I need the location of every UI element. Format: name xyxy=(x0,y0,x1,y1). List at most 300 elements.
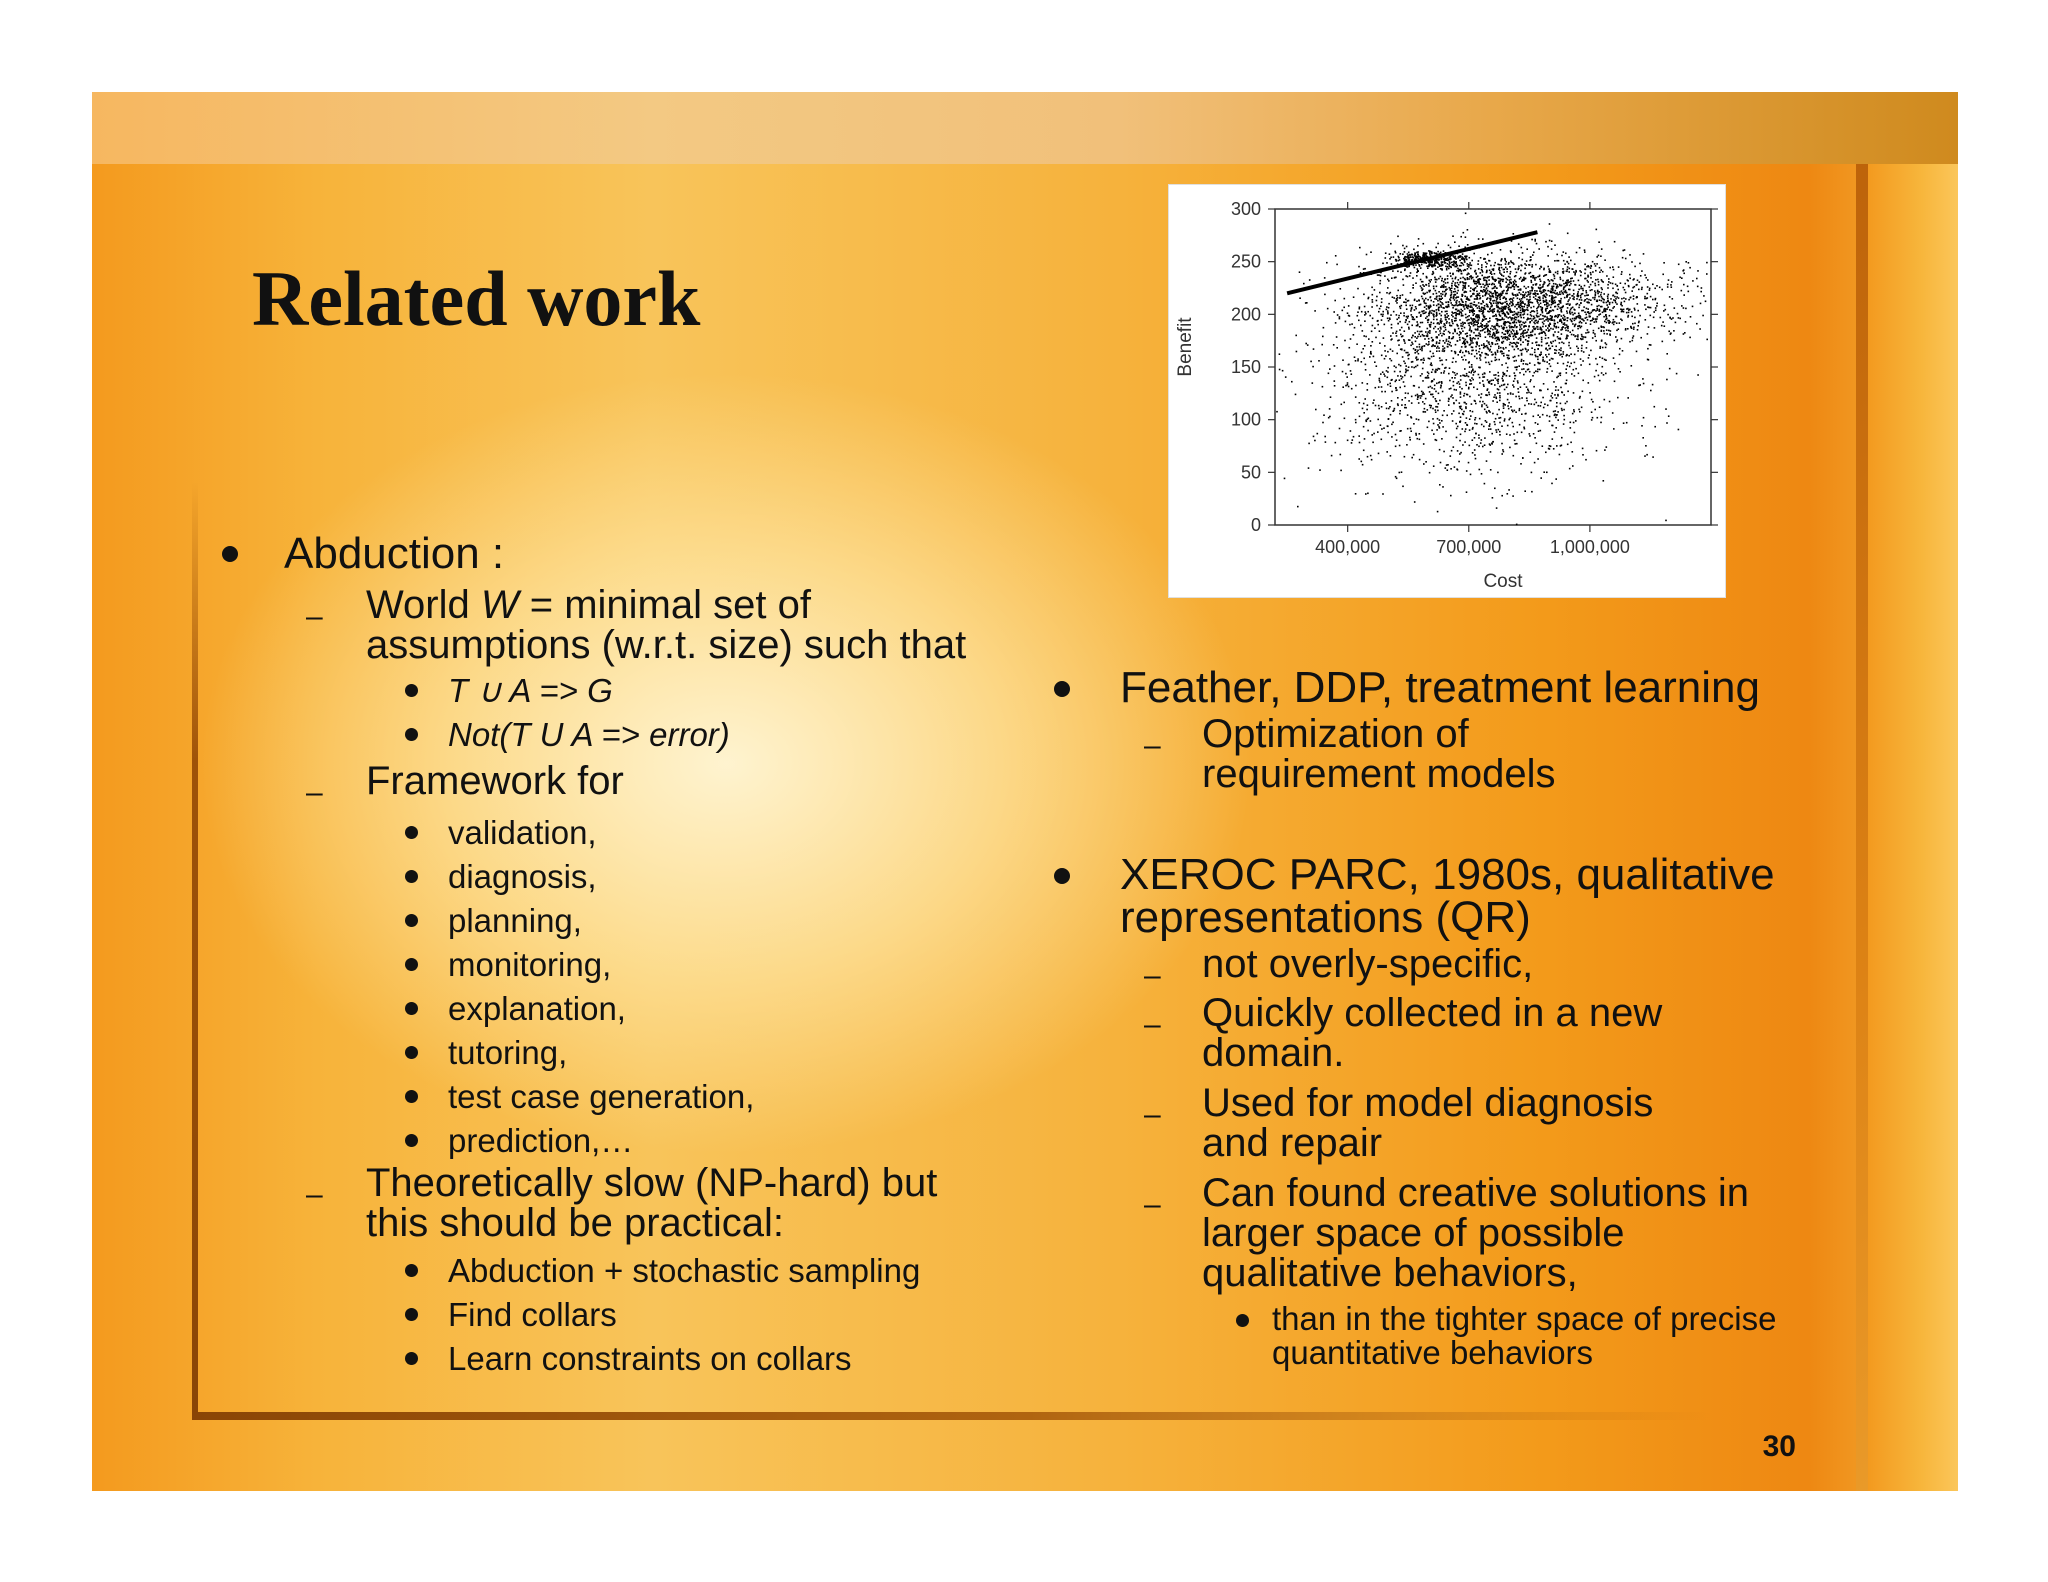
scatter-point xyxy=(1362,330,1364,332)
scatter-point xyxy=(1433,379,1435,381)
scatter-point xyxy=(1469,328,1471,330)
scatter-point xyxy=(1551,302,1553,304)
scatter-point xyxy=(1439,265,1441,267)
scatter-point xyxy=(1599,271,1601,273)
scatter-point xyxy=(1630,327,1632,329)
scatter-point xyxy=(1502,313,1504,315)
scatter-point xyxy=(1524,332,1526,334)
scatter-point xyxy=(1308,443,1310,445)
scatter-point xyxy=(1462,323,1464,325)
scatter-point xyxy=(1560,347,1562,349)
scatter-point xyxy=(1535,328,1537,330)
scatter-point xyxy=(1503,327,1505,329)
scatter-point xyxy=(1528,303,1530,305)
scatter-point xyxy=(1477,279,1479,281)
scatter-point xyxy=(1567,307,1569,309)
scatter-point xyxy=(1461,356,1463,358)
scatter-point xyxy=(1440,301,1442,303)
scatter-point xyxy=(1601,340,1603,342)
scatter-point xyxy=(1553,325,1555,327)
scatter-point xyxy=(1494,262,1496,264)
scatter-point xyxy=(1609,267,1611,269)
scatter-point xyxy=(1517,313,1519,315)
scatter-point xyxy=(1449,273,1451,275)
scatter-point xyxy=(1507,384,1509,386)
scatter-point xyxy=(1484,403,1486,405)
scatter-point xyxy=(1433,323,1435,325)
scatter-point xyxy=(1284,478,1286,480)
scatter-point xyxy=(1528,392,1530,394)
scatter-point xyxy=(1344,298,1346,300)
scatter-point xyxy=(1438,347,1440,349)
scatter-point xyxy=(1414,336,1416,338)
scatter-point xyxy=(1625,258,1627,260)
scatter-point xyxy=(1548,268,1550,270)
scatter-point xyxy=(1579,299,1581,301)
scatter-point xyxy=(1572,451,1574,453)
scatter-point xyxy=(1398,256,1400,258)
scatter-point xyxy=(1364,320,1366,322)
scatter-point xyxy=(1607,300,1609,302)
scatter-point xyxy=(1501,364,1503,366)
scatter-point xyxy=(1478,434,1480,436)
scatter-point xyxy=(1383,337,1385,339)
scatter-point xyxy=(1372,318,1374,320)
scatter-point xyxy=(1623,309,1625,311)
scatter-point xyxy=(1429,280,1431,282)
scatter-point xyxy=(1553,334,1555,336)
scatter-point xyxy=(1582,454,1584,456)
scatter-point xyxy=(1542,414,1544,416)
scatter-point xyxy=(1440,462,1442,464)
scatter-point xyxy=(1481,473,1483,475)
scatter-point xyxy=(1544,320,1546,322)
scatter-point xyxy=(1417,395,1419,397)
scatter-point xyxy=(1518,338,1520,340)
scatter-point xyxy=(1585,459,1587,461)
scatter-point xyxy=(1601,292,1603,294)
scatter-point xyxy=(1599,309,1601,311)
scatter-point xyxy=(1499,299,1501,301)
scatter-point xyxy=(1416,359,1418,361)
scatter-point xyxy=(1697,374,1699,376)
scatter-point xyxy=(1355,396,1357,398)
bullet-abduction: Abduction : xyxy=(284,529,505,578)
scatter-point xyxy=(1397,397,1399,399)
scatter-point xyxy=(1552,397,1554,399)
scatter-point xyxy=(1616,341,1618,343)
scatter-point xyxy=(1463,342,1465,344)
scatter-point xyxy=(1561,255,1563,257)
scatter-point xyxy=(1429,330,1431,332)
scatter-point xyxy=(1503,451,1505,453)
scatter-point xyxy=(1442,350,1444,352)
scatter-point xyxy=(1601,289,1603,291)
scatter-point xyxy=(1420,315,1422,317)
scatter-point xyxy=(1473,387,1475,389)
scatter-point xyxy=(1514,316,1516,318)
scatter-point xyxy=(1515,268,1517,270)
scatter-point xyxy=(1611,310,1613,312)
scatter-point xyxy=(1430,351,1432,353)
scatter-point xyxy=(1455,277,1457,279)
scatter-point xyxy=(1584,295,1586,297)
scatter-point xyxy=(1547,389,1549,391)
scatter-point xyxy=(1473,322,1475,324)
scatter-point xyxy=(1507,493,1509,495)
scatter-point xyxy=(1574,362,1576,364)
scatter-point xyxy=(1587,319,1589,321)
scatter-point xyxy=(1537,299,1539,301)
scatter-point xyxy=(1595,318,1597,320)
scatter-point xyxy=(1418,387,1420,389)
scatter-point xyxy=(1545,241,1547,243)
scatter-point xyxy=(1612,412,1614,414)
list-item: Learn constraints on collars xyxy=(448,1340,852,1377)
scatter-point xyxy=(1355,419,1357,421)
scatter-point xyxy=(1450,495,1452,497)
scatter-point xyxy=(1430,405,1432,407)
scatter-point xyxy=(1600,422,1602,424)
scatter-point xyxy=(1526,397,1528,399)
scatter-point xyxy=(1577,336,1579,338)
y-tick-label: 300 xyxy=(1230,199,1261,219)
scatter-point xyxy=(1351,323,1353,325)
scatter-point xyxy=(1487,286,1489,288)
scatter-point xyxy=(1643,253,1645,255)
scatter-point xyxy=(1458,296,1460,298)
scatter-point xyxy=(1399,410,1401,412)
scatter-point xyxy=(1512,495,1514,497)
scatter-point xyxy=(1632,340,1634,342)
scatter-point xyxy=(1341,404,1343,406)
scatter-point xyxy=(1585,332,1587,334)
scatter-point xyxy=(1505,308,1507,310)
scatter-point xyxy=(1559,284,1561,286)
scatter-point xyxy=(1413,367,1415,369)
scatter-point xyxy=(1392,350,1394,352)
scatter-point xyxy=(1645,277,1647,279)
scatter-point xyxy=(1533,326,1535,328)
scatter-point xyxy=(1440,286,1442,288)
scatter-point xyxy=(1476,324,1478,326)
scatter-point xyxy=(1446,339,1448,341)
scatter-point xyxy=(1487,306,1489,308)
scatter-point xyxy=(1532,331,1534,333)
scatter-point xyxy=(1468,353,1470,355)
scatter-point xyxy=(1460,255,1462,257)
scatter-point xyxy=(1443,326,1445,328)
scatter-point xyxy=(1481,404,1483,406)
scatter-point xyxy=(1444,314,1446,316)
scatter-point xyxy=(1520,344,1522,346)
scatter-point xyxy=(1582,290,1584,292)
scatter-point xyxy=(1333,311,1335,313)
scatter-point xyxy=(1492,497,1494,499)
scatter-point xyxy=(1613,357,1615,359)
scatter-point xyxy=(1382,493,1384,495)
scatter-point xyxy=(1520,326,1522,328)
scatter-point xyxy=(1458,245,1460,247)
scatter-point xyxy=(1406,316,1408,318)
scatter-point xyxy=(1509,277,1511,279)
scatter-point xyxy=(1299,297,1301,299)
scatter-point xyxy=(1473,304,1475,306)
scatter-point xyxy=(1502,347,1504,349)
scatter-point xyxy=(1507,399,1509,401)
scatter-point xyxy=(1468,323,1470,325)
scatter-point xyxy=(1481,424,1483,426)
scatter-point xyxy=(1440,385,1442,387)
scatter-point xyxy=(1423,252,1425,254)
scatter-point xyxy=(1472,379,1474,381)
scatter-point xyxy=(1535,356,1537,358)
scatter-point xyxy=(1435,290,1437,292)
scatter-point xyxy=(1586,292,1588,294)
scatter-point xyxy=(1493,270,1495,272)
scatter-point xyxy=(1492,343,1494,345)
scatter-point xyxy=(1390,339,1392,341)
scatter-point xyxy=(1444,291,1446,293)
scatter-point xyxy=(1508,317,1510,319)
scatter-point xyxy=(1335,442,1337,444)
scatter-point xyxy=(1448,398,1450,400)
scatter-point xyxy=(1567,326,1569,328)
scatter-point xyxy=(1603,480,1605,482)
scatter-point xyxy=(1515,319,1517,321)
scatter-point xyxy=(1434,388,1436,390)
scatter-point xyxy=(1303,283,1305,285)
scatter-point xyxy=(1585,290,1587,292)
scatter-point xyxy=(1553,286,1555,288)
scatter-point xyxy=(1426,266,1428,268)
scatter-point xyxy=(1312,366,1314,368)
scatter-point xyxy=(1697,270,1699,272)
scatter-point xyxy=(1437,243,1439,245)
scatter-point xyxy=(1417,331,1419,333)
scatter-point xyxy=(1662,274,1664,276)
scatter-point xyxy=(1688,262,1690,264)
scatter-point xyxy=(1527,314,1529,316)
scatter-point xyxy=(1526,386,1528,388)
scatter-point xyxy=(1536,344,1538,346)
scatter-point xyxy=(1673,330,1675,332)
scatter-point xyxy=(1601,330,1603,332)
scatter-point xyxy=(1537,312,1539,314)
scatter-point xyxy=(1405,352,1407,354)
scatter-point xyxy=(1451,262,1453,264)
scatter-point xyxy=(1562,268,1564,270)
scatter-point xyxy=(1595,358,1597,360)
scatter-point xyxy=(1541,345,1543,347)
scatter-point xyxy=(1408,354,1410,356)
scatter-point xyxy=(1502,317,1504,319)
scatter-point xyxy=(1390,314,1392,316)
scatter-point xyxy=(1451,314,1453,316)
y-tick-label: 50 xyxy=(1240,462,1261,483)
scatter-point xyxy=(1371,306,1373,308)
scatter-point xyxy=(1418,419,1420,421)
scatter-point xyxy=(1683,284,1685,286)
scatter-point xyxy=(1557,284,1559,286)
scatter-point xyxy=(1363,358,1365,360)
scatter-point xyxy=(1378,405,1380,407)
scatter-point xyxy=(1553,381,1555,383)
scatter-point xyxy=(1397,271,1399,273)
scatter-point xyxy=(1433,319,1435,321)
scatter-point xyxy=(1446,321,1448,323)
scatter-point xyxy=(1637,325,1639,327)
scatter-point xyxy=(1452,323,1454,325)
scatter-point xyxy=(1607,308,1609,310)
scatter-point xyxy=(1501,308,1503,310)
scatter-point xyxy=(1427,335,1429,337)
scatter-point xyxy=(1412,284,1414,286)
scatter-point xyxy=(1685,321,1687,323)
scatter-point xyxy=(1617,289,1619,291)
scatter-point xyxy=(1459,383,1461,385)
scatter-point xyxy=(1405,407,1407,409)
scatter-point xyxy=(1482,271,1484,273)
scatter-point xyxy=(1471,307,1473,309)
scatter-point xyxy=(1309,279,1311,281)
sub-used-line1: Used for model diagnosis xyxy=(1202,1081,1654,1125)
scatter-point xyxy=(1435,398,1437,400)
scatter-point xyxy=(1461,328,1463,330)
scatter-point xyxy=(1513,330,1515,332)
scatter-point xyxy=(1359,416,1361,418)
scatter-point xyxy=(1421,296,1423,298)
scatter-point xyxy=(1600,269,1602,271)
scatter-point xyxy=(1522,259,1524,261)
scatter-point xyxy=(1445,431,1447,433)
scatter-point xyxy=(1582,336,1584,338)
scatter-point xyxy=(1464,282,1466,284)
scatter-point xyxy=(1674,340,1676,342)
scatter-point xyxy=(1463,270,1465,272)
scatter-point xyxy=(1496,401,1498,403)
scatter-point xyxy=(1394,371,1396,373)
scatter-point xyxy=(1519,312,1521,314)
scatter-point xyxy=(1609,315,1611,317)
scatter-point xyxy=(1388,320,1390,322)
scatter-point xyxy=(1538,333,1540,335)
scatter-point xyxy=(1612,266,1614,268)
scatter-point xyxy=(1527,329,1529,331)
scatter-point xyxy=(1510,298,1512,300)
scatter-point xyxy=(1551,304,1553,306)
scatter-point xyxy=(1470,340,1472,342)
scatter-point xyxy=(1631,365,1633,367)
scatter-point xyxy=(1478,302,1480,304)
scatter-point xyxy=(1368,338,1370,340)
scatter-point xyxy=(1519,408,1521,410)
scatter-point xyxy=(1580,358,1582,360)
scatter-point xyxy=(1448,304,1450,306)
scatter-point xyxy=(1399,297,1401,299)
scatter-point xyxy=(1547,290,1549,292)
scatter-point xyxy=(1295,335,1297,337)
scatter-point xyxy=(1480,359,1482,361)
scatter-point xyxy=(1503,290,1505,292)
scatter-point xyxy=(1323,327,1325,329)
scatter-point xyxy=(1466,291,1468,293)
scatter-point xyxy=(1552,438,1554,440)
scatter-point xyxy=(1537,316,1539,318)
scatter-point xyxy=(1560,298,1562,300)
scatter-point xyxy=(1628,309,1630,311)
scatter-point xyxy=(1498,278,1500,280)
scatter-point xyxy=(1569,468,1571,470)
scatter-point xyxy=(1450,275,1452,277)
scatter-point xyxy=(1599,310,1601,312)
scatter-point xyxy=(1447,306,1449,308)
scatter-point xyxy=(1584,249,1586,251)
scatter-point xyxy=(1428,319,1430,321)
scatter-point xyxy=(1596,306,1598,308)
scatter-point xyxy=(1569,285,1571,287)
scatter-point xyxy=(1601,287,1603,289)
scatter-point xyxy=(1557,317,1559,319)
scatter-point xyxy=(1520,333,1522,335)
scatter-point xyxy=(1574,263,1576,265)
scatter-point xyxy=(1647,279,1649,281)
scatter-point xyxy=(1561,445,1563,447)
scatter-point xyxy=(1445,266,1447,268)
scatter-point xyxy=(1509,330,1511,332)
scatter-point xyxy=(1452,264,1454,266)
scatter-point xyxy=(1471,353,1473,355)
scatter-point xyxy=(1566,303,1568,305)
scatter-point xyxy=(1440,276,1442,278)
scatter-point xyxy=(1629,341,1631,343)
scatter-point xyxy=(1505,261,1507,263)
scatter-point xyxy=(1454,389,1456,391)
scatter-point xyxy=(1568,355,1570,357)
scatter-point xyxy=(1561,333,1563,335)
scatter-point xyxy=(1531,403,1533,405)
scatter-point xyxy=(1457,354,1459,356)
scatter-point xyxy=(1613,319,1615,321)
scatter-point xyxy=(1342,310,1344,312)
scatter-point xyxy=(1613,269,1615,271)
scatter-point xyxy=(1488,392,1490,394)
scatter-point xyxy=(1570,442,1572,444)
scatter-point xyxy=(1507,333,1509,335)
scatter-point xyxy=(1324,436,1326,438)
scatter-point xyxy=(1590,277,1592,279)
scatter-point xyxy=(1603,311,1605,313)
scatter-point xyxy=(1512,336,1514,338)
scatter-point xyxy=(1517,388,1519,390)
scatter-point xyxy=(1422,401,1424,403)
scatter-point xyxy=(1544,331,1546,333)
scatter-point xyxy=(1391,379,1393,381)
scatter-point xyxy=(1363,412,1365,414)
scatter-point xyxy=(1460,332,1462,334)
scatter-point xyxy=(1589,364,1591,366)
scatter-point xyxy=(1435,371,1437,373)
scatter-point xyxy=(1443,284,1445,286)
scatter-point xyxy=(1503,403,1505,405)
scatter-point xyxy=(1502,372,1504,374)
scatter-point xyxy=(1455,301,1457,303)
scatter-point xyxy=(1343,402,1345,404)
scatter-point xyxy=(1447,266,1449,268)
scatter-point xyxy=(1465,317,1467,319)
scatter-point xyxy=(1325,441,1327,443)
scatter-point xyxy=(1521,397,1523,399)
